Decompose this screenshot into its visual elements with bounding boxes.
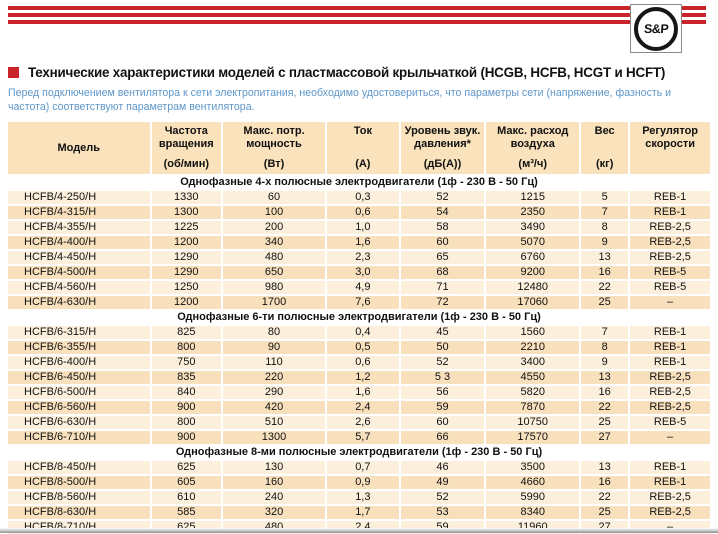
value-cell: 420 [222,400,326,415]
column-header [580,122,629,175]
value-cell: 22 [580,400,629,415]
value-cell: REB-5 [629,280,710,295]
model-cell: HCFB/4-250/H [8,190,151,205]
model-cell: HCFB/6-450/H [8,370,151,385]
value-cell: 610 [151,490,223,505]
value-cell: 5 [580,190,629,205]
column-header [326,122,400,175]
table-row [8,265,710,280]
value-cell: 49 [400,475,486,490]
value-cell: 585 [151,505,223,520]
table-row [8,325,710,340]
table-row [8,340,710,355]
section-header-label: Однофазные 4-х полюсные электродвигатели (1ф - 230 В - 50 Гц) [8,175,710,190]
value-cell: 22 [580,280,629,295]
value-cell: 2210 [485,340,580,355]
value-cell: REB-2,5 [629,220,710,235]
red-square-bullet-icon [8,67,19,78]
value-cell: 8 [580,220,629,235]
value-cell: 10750 [485,415,580,430]
value-cell: 25 [580,295,629,310]
value-cell: 16 [580,385,629,400]
value-cell: 825 [151,325,223,340]
model-cell: HCFB/4-450/H [8,250,151,265]
value-cell: 900 [151,430,223,445]
value-cell: 7,6 [326,295,400,310]
table-row [8,385,710,400]
red-stripe [8,6,706,10]
value-cell: REB-2,5 [629,235,710,250]
value-cell: 13 [580,460,629,475]
value-cell: 8340 [485,505,580,520]
value-cell: 1225 [151,220,223,235]
sp-logo-text: S&P [643,21,669,36]
value-cell: 1,0 [326,220,400,235]
red-stripe [8,13,706,17]
value-cell: 71 [400,280,486,295]
value-cell: 840 [151,385,223,400]
section-header-row [8,310,710,325]
spec-table [8,122,710,534]
brand-bar [8,5,710,55]
model-cell: HCFB/8-500/H [8,475,151,490]
value-cell: 835 [151,370,223,385]
value-cell: REB-1 [629,475,710,490]
value-cell: REB-2,5 [629,505,710,520]
model-cell: HCFB/8-630/H [8,505,151,520]
column-header [222,122,326,175]
value-cell: 16 [580,265,629,280]
value-cell: 25 [580,415,629,430]
value-cell: 200 [222,220,326,235]
value-cell: – [629,295,710,310]
value-cell: REB-1 [629,325,710,340]
value-cell: 53 [400,505,486,520]
value-cell: 56 [400,385,486,400]
table-row [8,355,710,370]
value-cell: REB-1 [629,340,710,355]
model-cell: HCFB/6-315/H [8,325,151,340]
value-cell: 1290 [151,265,223,280]
value-cell: 800 [151,415,223,430]
value-cell: 6760 [485,250,580,265]
table-row [8,490,710,505]
value-cell: 4550 [485,370,580,385]
value-cell: 60 [222,190,326,205]
value-cell: 1,2 [326,370,400,385]
table-row [8,460,710,475]
value-cell: 50 [400,340,486,355]
value-cell: 320 [222,505,326,520]
value-cell: 1290 [151,250,223,265]
table-row [8,430,710,445]
column-header-unit: (кг) [595,158,614,171]
value-cell: 2,4 [326,400,400,415]
value-cell: 4660 [485,475,580,490]
value-cell: 9 [580,235,629,250]
value-cell: 65 [400,250,486,265]
model-cell: HCFB/4-560/H [8,280,151,295]
value-cell: 1,7 [326,505,400,520]
value-cell: 1700 [222,295,326,310]
table-row [8,250,710,265]
model-cell: HCFB/6-710/H [8,430,151,445]
value-cell: 9 [580,355,629,370]
value-cell: 5070 [485,235,580,250]
table-row [8,400,710,415]
value-cell: 1200 [151,295,223,310]
value-cell: 7870 [485,400,580,415]
spec-table-head [8,122,710,175]
value-cell: 60 [400,235,486,250]
value-cell: 8 [580,340,629,355]
value-cell: 46 [400,460,486,475]
spec-table-body [8,175,710,534]
table-row [8,205,710,220]
value-cell: REB-2,5 [629,385,710,400]
value-cell: 130 [222,460,326,475]
value-cell: 650 [222,265,326,280]
column-header-label: Макс. расход воздуха [497,125,569,150]
table-row [8,235,710,250]
value-cell: 54 [400,205,486,220]
value-cell: 59 [400,400,486,415]
table-row [8,295,710,310]
model-cell: HCFB/4-500/H [8,265,151,280]
value-cell: REB-1 [629,460,710,475]
model-cell: HCFB/6-400/H [8,355,151,370]
value-cell: 1300 [222,430,326,445]
value-cell: 900 [151,400,223,415]
column-header-label: Макс. потр. мощность [243,125,305,150]
value-cell: 1,6 [326,385,400,400]
value-cell: 750 [151,355,223,370]
value-cell: 9200 [485,265,580,280]
value-cell: 1330 [151,190,223,205]
value-cell: 13 [580,250,629,265]
value-cell: 340 [222,235,326,250]
value-cell: 510 [222,415,326,430]
model-cell: HCFB/4-630/H [8,295,151,310]
red-stripe [8,20,706,24]
column-header-unit: (об/мин) [163,158,210,171]
column-header-label: Ток [353,125,372,138]
model-cell: HCFB/6-560/H [8,400,151,415]
red-stripes [8,6,706,27]
value-cell: 72 [400,295,486,310]
value-cell: 2,6 [326,415,400,430]
value-cell: 1300 [151,205,223,220]
column-header [400,122,486,175]
column-header [8,122,151,175]
section-header-row [8,175,710,190]
value-cell: 625 [151,460,223,475]
value-cell: 22 [580,490,629,505]
value-cell: – [629,430,710,445]
page-title: Технические характеристики моделей с пластмассовой крыльчаткой (HCGB, HCFB, HCGT и HCFT) [28,65,666,80]
value-cell: 1,6 [326,235,400,250]
value-cell: 240 [222,490,326,505]
value-cell: 2350 [485,205,580,220]
value-cell: 7 [580,325,629,340]
column-header-label: Вес [594,125,615,138]
value-cell: 52 [400,355,486,370]
column-header-label: Уровень звук. давления* [404,125,481,150]
model-cell: HCFB/8-450/H [8,460,151,475]
table-row [8,190,710,205]
value-cell: REB-2,5 [629,400,710,415]
value-cell: 0,4 [326,325,400,340]
value-cell: 220 [222,370,326,385]
value-cell: 68 [400,265,486,280]
column-header-unit: (Вт) [263,158,285,171]
value-cell: 1560 [485,325,580,340]
value-cell: REB-2,5 [629,250,710,265]
value-cell: 0,6 [326,355,400,370]
value-cell: 980 [222,280,326,295]
value-cell: 800 [151,340,223,355]
value-cell: 0,7 [326,460,400,475]
value-cell: 290 [222,385,326,400]
model-cell: HCFB/4-355/H [8,220,151,235]
value-cell: 5 3 [400,370,486,385]
value-cell: 480 [222,250,326,265]
value-cell: 4,9 [326,280,400,295]
table-row [8,505,710,520]
value-cell: 2,3 [326,250,400,265]
value-cell: 13 [580,370,629,385]
column-header-unit: (дБ(А)) [423,158,462,171]
column-header [485,122,580,175]
model-cell: HCFB/8-560/H [8,490,151,505]
column-header [151,122,223,175]
value-cell: REB-1 [629,355,710,370]
section-header-label: Однофазные 8-ми полюсные электродвигатели (1ф - 230 В - 50 Гц) [8,445,710,460]
value-cell: 27 [580,430,629,445]
column-header-row [8,122,710,175]
value-cell: 3490 [485,220,580,235]
value-cell: 110 [222,355,326,370]
section-title-row [8,65,710,80]
value-cell: 3500 [485,460,580,475]
value-cell: 12480 [485,280,580,295]
table-row [8,475,710,490]
value-cell: 7 [580,205,629,220]
value-cell: 160 [222,475,326,490]
value-cell: 5820 [485,385,580,400]
value-cell: 3,0 [326,265,400,280]
value-cell: 1250 [151,280,223,295]
section-header-row [8,445,710,460]
table-row [8,280,710,295]
value-cell: 17060 [485,295,580,310]
value-cell: REB-2,5 [629,490,710,505]
section-header-label: Однофазные 6-ти полюсные электродвигатели (1ф - 230 В - 50 Гц) [8,310,710,325]
value-cell: 16 [580,475,629,490]
value-cell: 1200 [151,235,223,250]
value-cell: 52 [400,490,486,505]
model-cell: HCFB/6-630/H [8,415,151,430]
value-cell: 90 [222,340,326,355]
value-cell: 605 [151,475,223,490]
column-header-unit: (А) [355,158,371,171]
value-cell: 0,9 [326,475,400,490]
value-cell: 5,7 [326,430,400,445]
value-cell: 0,6 [326,205,400,220]
value-cell: 0,3 [326,190,400,205]
value-cell: 1215 [485,190,580,205]
value-cell: 60 [400,415,486,430]
value-cell: REB-1 [629,190,710,205]
model-cell: HCFB/4-315/H [8,205,151,220]
value-cell: 66 [400,430,486,445]
value-cell: 52 [400,190,486,205]
model-cell: HCFB/6-355/H [8,340,151,355]
value-cell: 0,5 [326,340,400,355]
value-cell: REB-5 [629,415,710,430]
value-cell: 80 [222,325,326,340]
sp-logo-ring [634,7,678,51]
table-row [8,370,710,385]
table-row [8,415,710,430]
value-cell: 5990 [485,490,580,505]
value-cell: 25 [580,505,629,520]
value-cell: 3400 [485,355,580,370]
value-cell: REB-1 [629,205,710,220]
column-header-unit: (м³/ч) [518,158,547,171]
column-header [629,122,710,175]
column-header-label: Частота вращения [158,125,214,150]
value-cell: 17570 [485,430,580,445]
sp-logo [630,4,682,53]
table-row [8,220,710,235]
intro-note: Перед подключением вентилятора к сети электропитания, необходимо удостовериться, что параметры сети (напряжение, фазность и частота) соответствуют параметрам вентилятора. [8,87,672,113]
value-cell: REB-5 [629,265,710,280]
value-cell: 100 [222,205,326,220]
value-cell: 58 [400,220,486,235]
value-cell: 45 [400,325,486,340]
column-header-label: Регулятор скорости [642,125,699,150]
value-cell: REB-2,5 [629,370,710,385]
model-cell: HCFB/6-500/H [8,385,151,400]
value-cell: 1,3 [326,490,400,505]
model-cell: HCFB/4-400/H [8,235,151,250]
column-header-label: Модель [57,141,101,154]
page-edge-shadow [0,528,718,533]
